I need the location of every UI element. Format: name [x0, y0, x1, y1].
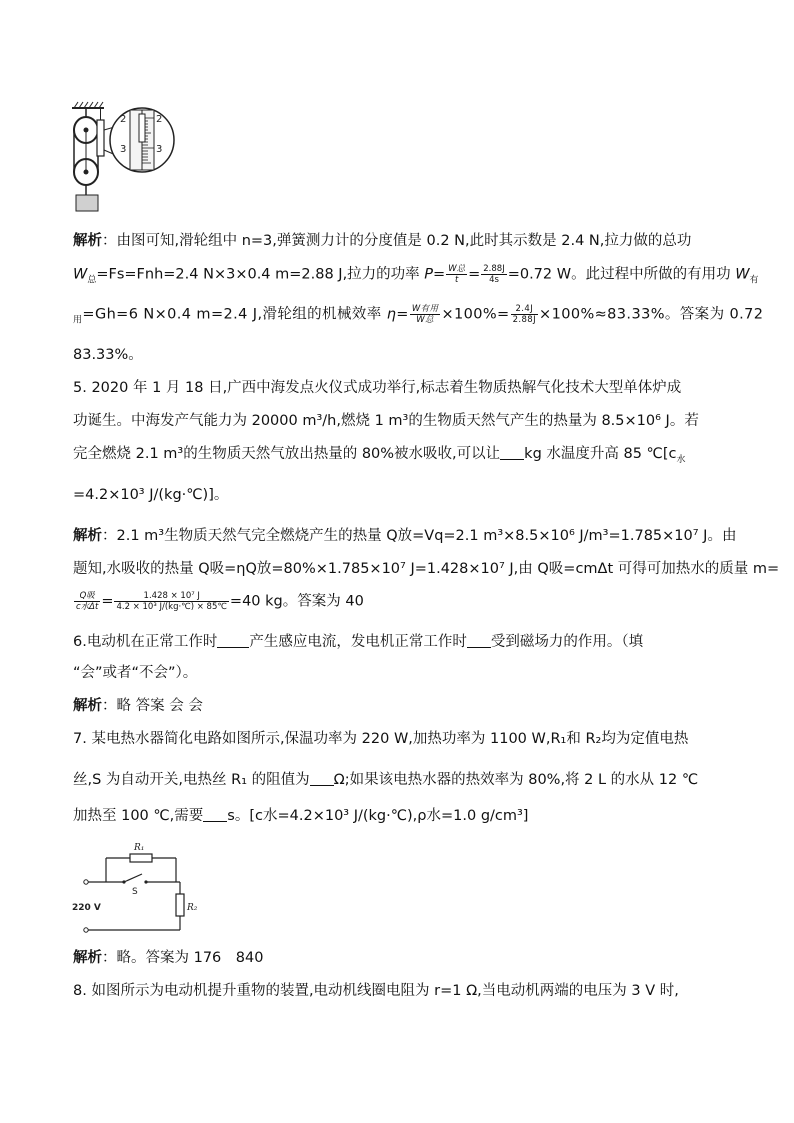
q4-text-3: =0.72 W。此过程中所做的有用功: [507, 266, 731, 283]
analysis-label: 解析: [73, 233, 102, 249]
q6-answer-blank-2[interactable]: [467, 633, 491, 648]
q4-text-5: ×100%=: [441, 306, 510, 323]
q4-fraction-efficiency-value: $\frac{2.4J}{2.88J}$: [512, 304, 537, 325]
q4-text-2: =Fs=Fnh=2.4 N×3×0.4 m=2.88 J,拉力的功率: [96, 266, 420, 283]
q4-fraction-w-over-t: $\frac{\text{W总}}{t}$: [448, 264, 466, 285]
q7-analysis-text: ：略。答案为 176 840: [102, 950, 264, 966]
q4-fraction-value: $\frac{2.88J}{4s}$: [483, 264, 505, 285]
pulley-figure: [68, 100, 178, 215]
q7-question-line2: [73, 770, 698, 790]
q6-text-a: 6.电动机在正常工作时: [73, 634, 218, 650]
scale-tick-2-right: 2: [156, 114, 163, 125]
q5-analysis-line2: 题知,水吸收的热量 Q吸=ηQ放=80%×1.785×10⁷ J=1.428×10⁷ J,由 Q吸=cmΔt 可得可加热水的质量 m=: [73, 561, 780, 577]
q4-sub-total: 总: [87, 275, 97, 286]
q5-fraction-value: $\frac{\text{1.428 × 10⁷ J}}{\text{4.2 × 10³ J/(kg·℃) × 85℃}}$: [116, 591, 227, 612]
q4-analysis-line3: [73, 304, 763, 330]
q7-text-c: 加热至 100 ℃,需要: [73, 808, 204, 824]
q7-text-d: s。[c水=4.2×10³ J/(kg·℃),ρ水=1.0 g/cm³]: [227, 808, 529, 824]
q6-text-b: 产生感应电流，发电机正常工作时: [249, 634, 467, 650]
circuit-diagram: [68, 840, 208, 940]
q4-text-1: ：由图可知,滑轮组中 n=3,弹簧测力计的分度值是 0.2 N,此时其示数是 2.4 N,拉力做的总功: [102, 233, 692, 249]
resistor-r2-label: R₂: [187, 903, 198, 913]
scale-tick-2: 2: [120, 114, 127, 125]
q6-analysis-text: ：略 答案 会 会: [102, 698, 203, 714]
analysis-label: 解析: [73, 528, 102, 544]
q7-answer-blank-1[interactable]: [310, 771, 334, 786]
switch-s-label: S: [132, 887, 138, 897]
q5-sub-water: 水: [676, 454, 686, 465]
q4-analysis-line4: 83.33%。: [73, 347, 143, 363]
q5-answer-blank[interactable]: [500, 445, 524, 460]
q6-answer-blank-1[interactable]: [217, 633, 249, 648]
q5-analysis-line3: [73, 591, 364, 612]
q5-analysis-line1: [73, 526, 736, 546]
q6-question-line2: “会”或者“不会”）。: [73, 665, 198, 681]
q5-equals: =: [101, 593, 114, 610]
q4-sub-yong: 用: [73, 315, 83, 326]
q4-text-6: ×100%≈83.33%。答案为 0.72: [539, 306, 764, 323]
q7-analysis: [73, 948, 263, 968]
q4-eta: η=: [386, 306, 409, 323]
q6-analysis: [73, 696, 203, 716]
q5-question-line2: 功诞生。中海发产气能力为 20000 m³/h,燃烧 1 m³的生物质天然气产生的热量为 8.5×10⁶ J。若: [73, 413, 699, 429]
q4-power-symbol: P=: [424, 266, 446, 283]
q5-question-line3: [73, 444, 685, 470]
scale-tick-3-right: 3: [156, 144, 163, 155]
q4-fraction-efficiency: $\frac{\text{W有用}}{\text{W总}}$: [411, 304, 439, 325]
q5-text-b: kg 水温度升高 85 ℃[c: [524, 446, 677, 462]
q5-fraction-formula: $\frac{\text{Q吸}}{\text{c水Δt}}$: [76, 591, 99, 612]
q4-text-4: =Gh=6 N×0.4 m=2.4 J,滑轮组的机械效率: [82, 306, 382, 323]
q5-question-line4: =4.2×10³ J/(kg·℃)]。: [73, 487, 229, 503]
q4-sub-you: 有: [749, 275, 759, 286]
q5-text-a: 完全燃烧 2.1 m³的生物质天然气放出热量的 80%被水吸收,可以让: [73, 446, 501, 462]
q7-question-line1: 7. 某电热水器简化电路如图所示,保温功率为 220 W,加热功率为 1100 W,R₁和 R₂均为定值电热: [73, 731, 689, 747]
analysis-label: 解析: [73, 698, 102, 714]
voltage-label: 220 V: [72, 903, 101, 913]
q7-text-a: 丝,S 为自动开关,电热丝 R₁ 的阻值为: [73, 772, 310, 788]
q5-question-line1: 5. 2020 年 1 月 18 日,广西中海发点火仪式成功举行,标志着生物质热解气化技术大型单体炉成: [73, 380, 682, 396]
q6-text-c: 受到磁场力的作用。（填: [490, 634, 644, 650]
scale-tick-3: 3: [120, 144, 127, 155]
q4-w-useful: W: [735, 266, 750, 283]
q5-analysis-text-3: =40 kg。答案为 40: [229, 593, 364, 610]
resistor-r1-label: R₁: [134, 843, 145, 853]
q4-analysis-line1: [73, 231, 691, 251]
q7-answer-blank-2[interactable]: [203, 807, 227, 822]
q7-question-line3: [73, 806, 528, 826]
analysis-label: 解析: [73, 950, 102, 966]
q4-w-total: W: [73, 266, 88, 283]
q4-analysis-line2: $W_总=Fs=Fnh=2.4$ N×3×0.4 m=2.88 J,拉力的功率 P= $\frac{\text{W总}}{t}$ = $\frac{2.88J}{4s}$ =0.72 W。此过程中所做的有用功 $W_有$: [73, 264, 759, 286]
q7-text-b: Ω;如果该电热水器的热效率为 80%,将 2 L 的水从 12 ℃: [333, 772, 699, 788]
q8-question-line1: 8. 如图所示为电动机提升重物的装置,电动机线圈电阻为 r=1 Ω,当电动机两端的电压为 3 V 时,: [73, 983, 679, 999]
q5-analysis-text-1: ：2.1 m³生物质天然气完全燃烧产生的热量 Q放=Vq=2.1 m³×8.5×10⁶ J/m³=1.785×10⁷ J。由: [102, 528, 737, 544]
q6-question-line1: [73, 632, 643, 652]
